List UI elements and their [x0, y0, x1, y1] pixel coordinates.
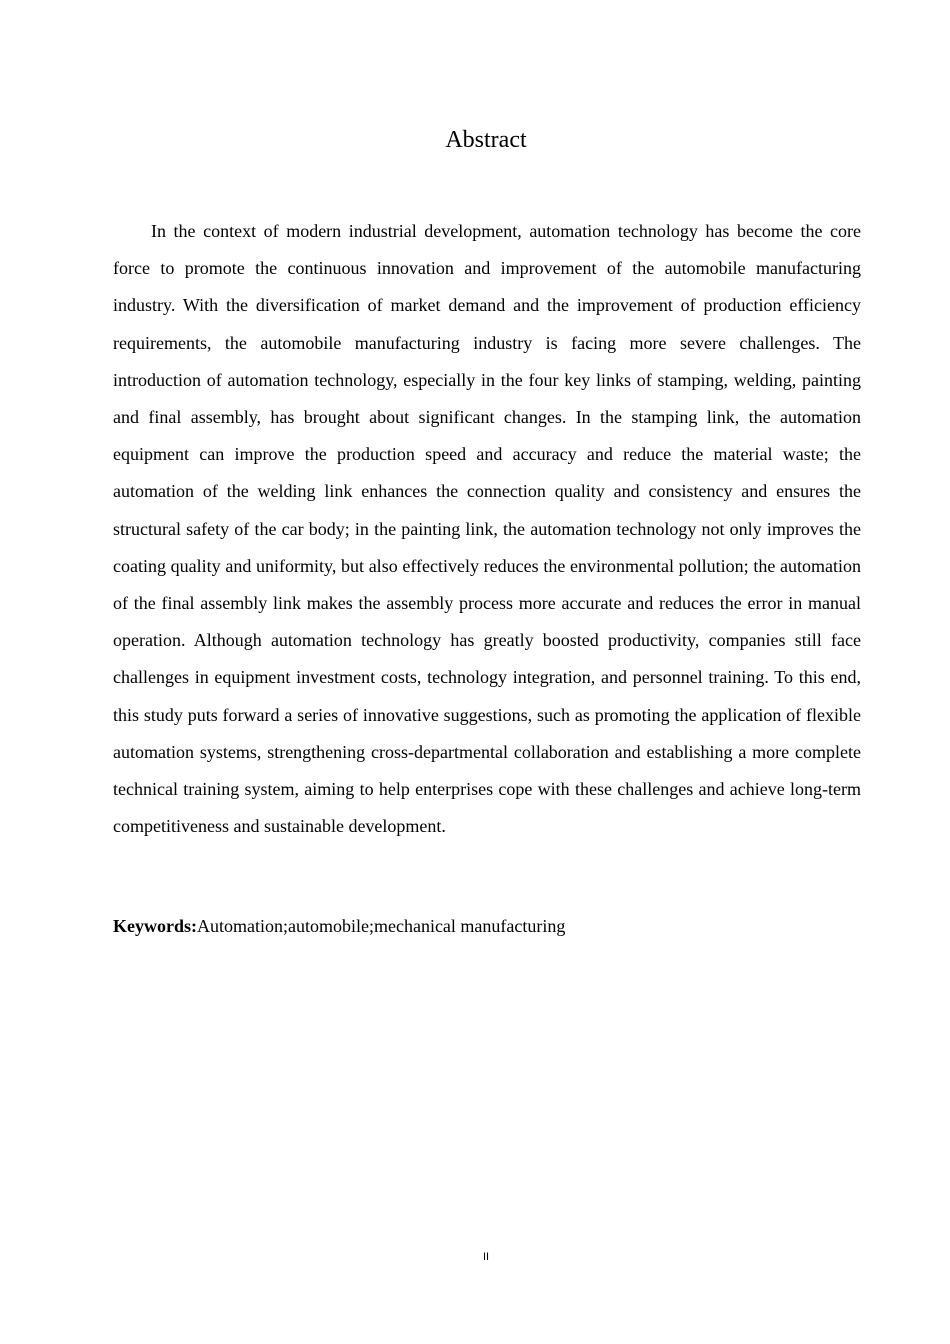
keywords-line — [113, 912, 861, 940]
keywords-value: Automation;automobile;mechanical manufacturing — [197, 916, 566, 936]
abstract-body: In the context of modern industrial development, automation technology has become the core force to promote the continuous innovation and improvement of the automobile manufacturing industry. With the diversification of market demand and the improvement of production efficiency requirements, the automobile manufacturing industry is facing more severe challenges. The introduction of automation technology, especially in the four key links of stamping, welding, painting and final assembly, has brought about significant changes. In the stamping link, the automation equipment can improve the production speed and accuracy and reduce the material waste; the automation of the welding link enhances the connection quality and consistency and ensures the structural safety of the car body; in the painting link, the automation technology not only improves the coating quality and uniformity, but also effectively reduces the environmental pollution; the automation of the final assembly link makes the assembly process more accurate and reduces the error in manual operation. Although automation technology has greatly boosted productivity, companies still face challenges in equipment investment costs, technology integration, and personnel training. To this end, this study puts forward a series of innovative suggestions, such as promoting the application of flexible automation systems, strengthening cross-departmental collaboration and establishing a more complete technical training system, aiming to help enterprises cope with these challenges and achieve long-term competitiveness and sustainable development. — [113, 221, 861, 837]
abstract-title: Abstract — [445, 127, 527, 153]
keywords-label: Keywords: — [113, 916, 197, 936]
page-number: II — [482, 1251, 490, 1263]
